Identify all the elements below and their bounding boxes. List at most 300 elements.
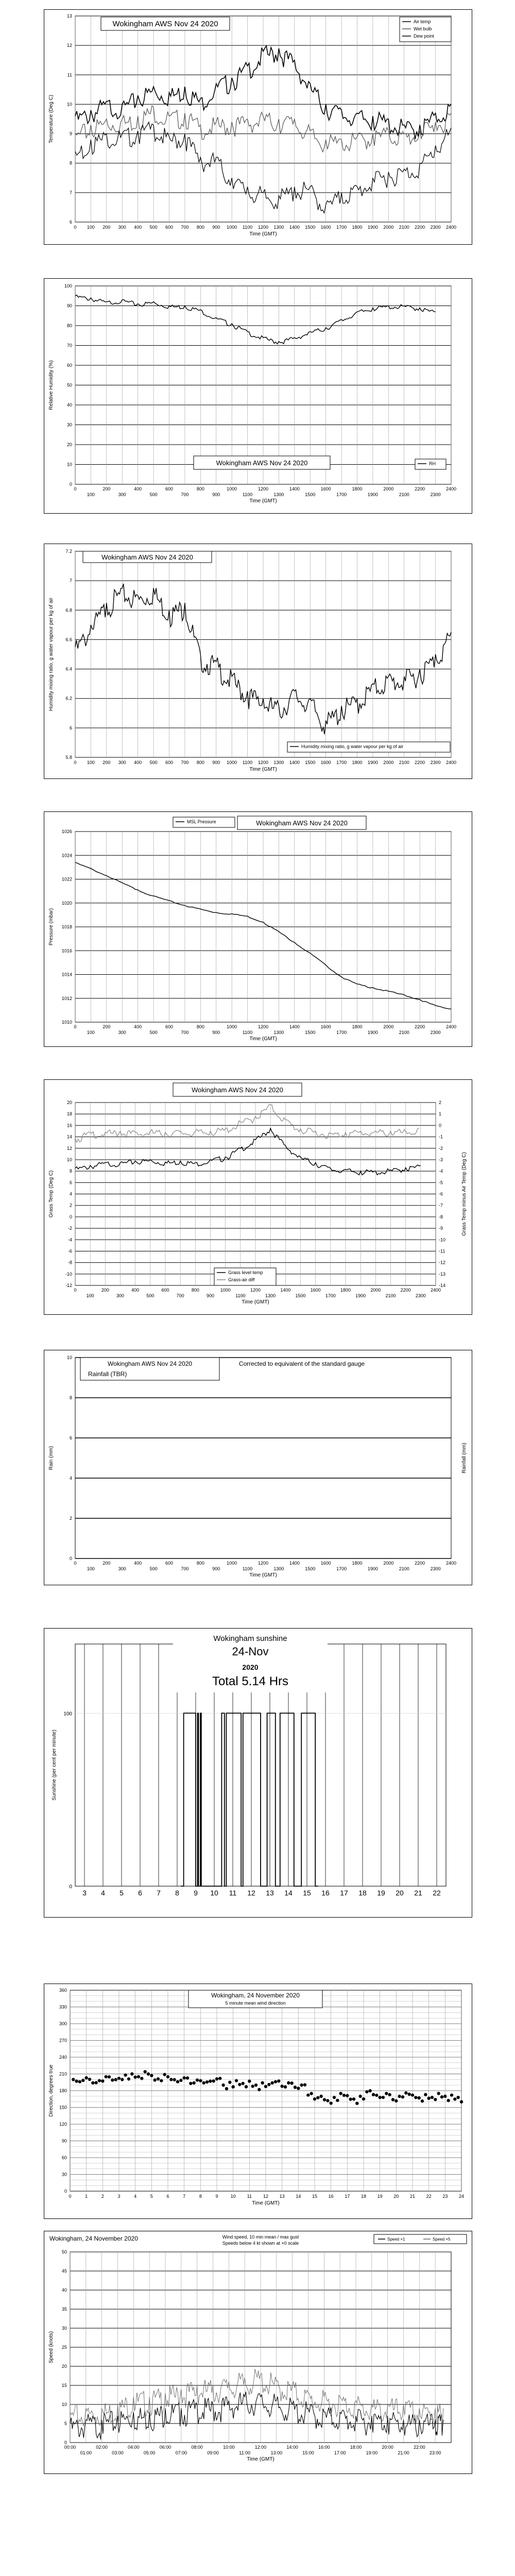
chart-rain: [44, 1350, 472, 1585]
x-tick-label: 3: [82, 1889, 87, 1897]
x-tick-label: 1600: [320, 486, 331, 492]
data-point: [196, 2078, 199, 2081]
x-tick-label: 1300: [273, 1030, 284, 1035]
x-tick-label: 18: [358, 1889, 367, 1897]
y-tick-label: 12: [66, 43, 72, 48]
data-point: [313, 2097, 316, 2100]
data-point: [401, 2095, 404, 2098]
x-tick-label: 05:00: [143, 2450, 156, 2455]
x-tick-label: 1600: [320, 760, 331, 765]
legend-entry: Grass-air diff: [228, 1277, 255, 1282]
x-tick-label: 1500: [305, 760, 316, 765]
y-tick-label: 20: [66, 442, 72, 447]
series-line: [75, 295, 436, 344]
x-tick-label: 1500: [295, 1293, 306, 1298]
x-tick-label: 1900: [367, 1030, 378, 1035]
chart-mix: [44, 544, 472, 778]
y-tick-label: 7.2: [65, 549, 72, 554]
chart-note: Corrected to equivalent of the standard gauge: [238, 1360, 365, 1367]
y-tick-label: 1024: [61, 853, 72, 858]
data-point: [385, 2092, 388, 2095]
y-axis-label: Speed (knots): [48, 2331, 54, 2364]
y-tick-label: 20: [61, 2364, 67, 2369]
x-tick-label: 2100: [399, 492, 409, 497]
y-tick-label: 30: [61, 2172, 67, 2177]
y-tick-label: 6: [69, 1180, 72, 1185]
y-tick-label: 0: [69, 1556, 72, 1561]
legend-entry: Wet bulb: [414, 26, 432, 31]
chart-temp: [44, 10, 472, 244]
chart-title: Wokingham sunshine: [213, 1634, 287, 1643]
x-tick-label: 1: [85, 2194, 88, 2199]
y-tick-label: 1022: [61, 876, 72, 882]
y-axis-label: Direction, degrees true: [48, 2064, 54, 2117]
x-tick-label: 13: [279, 2194, 285, 2199]
x-tick-label: 23: [442, 2194, 448, 2199]
data-point: [388, 2093, 391, 2096]
data-point: [391, 2098, 394, 2101]
chart-subtitle: Wind speed, 10 min mean / max gust: [222, 2234, 299, 2240]
x-tick-label: 8: [175, 1889, 179, 1897]
y-axis-label: Rain (mm): [48, 1446, 54, 1470]
chart-subtitle: 5 minute mean wind direction: [225, 2001, 286, 2006]
data-point: [137, 2075, 140, 2078]
y-tick-label: 6.6: [65, 637, 72, 642]
x-tick-label: 500: [149, 225, 158, 230]
data-point: [310, 2092, 313, 2095]
data-point: [179, 2079, 182, 2082]
data-point: [228, 2081, 231, 2084]
x-tick-label: 5: [150, 2194, 153, 2199]
chart-title: Wokingham AWS Nov 24 2020: [256, 819, 348, 827]
data-point: [231, 2085, 234, 2088]
x-tick-label: 10: [230, 2194, 236, 2199]
data-point: [104, 2075, 107, 2078]
y-tick-label: 9: [69, 131, 72, 137]
x-tick-label: 2000: [383, 760, 394, 765]
data-point: [209, 2079, 212, 2082]
x-tick-label: 1800: [352, 1024, 363, 1029]
chart-panel-pressure: [44, 811, 472, 1047]
x-tick-label: 600: [165, 225, 174, 230]
x-tick-label: 12:00: [254, 2445, 267, 2450]
x-tick-label: 1100: [242, 1566, 253, 1571]
x-axis-label: Time (GMT): [249, 1572, 277, 1578]
y-tick-label: 6: [69, 725, 72, 731]
data-point: [362, 2097, 365, 2100]
y2-tick-label: -10: [439, 1237, 446, 1243]
data-point: [355, 2102, 358, 2105]
chart-sun: [44, 1629, 472, 1917]
x-tick-label: 1400: [289, 760, 300, 765]
x-tick-label: 10: [210, 1889, 218, 1897]
x-tick-label: 1400: [289, 1561, 300, 1566]
x-tick-label: 18: [360, 2194, 367, 2199]
x-tick-label: 400: [134, 1024, 142, 1029]
y-tick-label: 15: [61, 2383, 67, 2388]
x-tick-label: 1800: [352, 225, 363, 230]
x-tick-label: 0: [74, 760, 77, 765]
y-tick-label: 6.2: [65, 696, 72, 701]
y-tick-label: 1020: [61, 900, 72, 906]
y-tick-label: 20: [66, 1100, 72, 1105]
data-point: [108, 2075, 111, 2078]
y-tick-label: 10: [66, 462, 72, 467]
x-tick-label: 300: [116, 1293, 125, 1298]
x-tick-label: 19: [377, 1889, 385, 1897]
data-point: [329, 2102, 332, 2105]
x-tick-label: 09:00: [207, 2450, 219, 2455]
data-point: [372, 2093, 375, 2096]
y-tick-label: 1026: [61, 829, 72, 834]
chart-date: 24-Nov: [232, 1645, 269, 1658]
y-tick-label: 7: [69, 190, 72, 195]
data-point: [88, 2078, 91, 2081]
x-tick-label: 14: [296, 2194, 301, 2199]
x-tick-label: 400: [134, 760, 142, 765]
x-tick-label: 00:00: [64, 2445, 76, 2450]
x-tick-label: 2200: [415, 225, 425, 230]
y-tick-label: -2: [67, 1226, 72, 1231]
y-tick-label: 11: [67, 72, 72, 78]
x-tick-label: 400: [134, 225, 142, 230]
x-tick-label: 1100: [242, 1030, 253, 1035]
x-tick-label: 1100: [242, 760, 253, 765]
data-point: [336, 2099, 339, 2102]
data-point: [205, 2080, 209, 2083]
x-tick-label: 400: [134, 486, 142, 492]
x-tick-label: 700: [181, 492, 189, 497]
x-tick-label: 2200: [415, 1024, 425, 1029]
data-point: [212, 2079, 215, 2082]
y2-axis-label: Rainfall (mm): [461, 1443, 467, 1473]
x-tick-label: 1800: [352, 1561, 363, 1566]
x-tick-label: 1500: [305, 492, 316, 497]
chart-panel-sun: [44, 1628, 472, 1918]
x-tick-label: 12: [247, 1889, 255, 1897]
x-tick-label: 800: [196, 1561, 204, 1566]
x-tick-label: 1000: [227, 1024, 237, 1029]
x-tick-label: 500: [149, 1030, 158, 1035]
data-point: [404, 2091, 407, 2094]
y2-tick-label: 2: [439, 1100, 442, 1105]
legend-entry: Speed ×5: [433, 2237, 451, 2242]
x-tick-label: 600: [165, 1024, 174, 1029]
y-tick-label: 16: [66, 1123, 72, 1128]
x-tick-label: 21: [409, 2194, 416, 2199]
x-tick-label: 600: [161, 1287, 169, 1293]
x-tick-label: 10:00: [223, 2445, 235, 2450]
chart-subtitle: Speeds below 4 kt shown at ×0 scale: [222, 2241, 299, 2246]
chart-panel-dir: [44, 1984, 472, 2219]
y-tick-label: 8: [69, 1395, 72, 1400]
x-tick-label: 1800: [352, 486, 363, 492]
x-tick-label: 1900: [367, 1566, 378, 1571]
data-point: [238, 2083, 241, 2086]
x-tick-label: 800: [196, 1024, 204, 1029]
x-tick-label: 300: [118, 225, 126, 230]
x-tick-label: 03:00: [112, 2450, 124, 2455]
x-tick-label: 2100: [399, 760, 409, 765]
x-tick-label: 200: [102, 225, 111, 230]
data-point: [75, 2079, 78, 2082]
x-tick-label: 9: [215, 2194, 218, 2199]
y2-tick-label: -14: [439, 1283, 446, 1288]
x-tick-label: 500: [146, 1293, 154, 1298]
x-axis-label: Time (GMT): [249, 231, 277, 237]
data-point: [245, 2085, 248, 2088]
data-point: [150, 2074, 153, 2077]
x-tick-label: 18:00: [350, 2445, 362, 2450]
x-tick-label: 0: [74, 1024, 77, 1029]
y-tick-label: 180: [59, 2088, 67, 2093]
data-point: [225, 2087, 228, 2090]
chart-title: Wokingham AWS Nov 24 2020: [101, 553, 193, 561]
data-point: [440, 2095, 443, 2098]
y-tick-label: 18: [66, 1111, 72, 1117]
x-axis-label: Time (GMT): [249, 498, 277, 504]
y-axis-label: Sunshine (per cent per minute): [52, 1730, 57, 1801]
x-tick-label: 7: [157, 1889, 161, 1897]
x-tick-label: 1500: [305, 225, 316, 230]
x-tick-label: 01:00: [80, 2450, 92, 2455]
x-tick-label: 11:00: [239, 2450, 251, 2455]
x-tick-label: 08:00: [191, 2445, 203, 2450]
x-tick-label: 1000: [227, 486, 237, 492]
plot-area: [75, 1358, 451, 1558]
x-tick-label: 19: [377, 2194, 383, 2199]
x-tick-label: 2300: [415, 1293, 426, 1298]
x-tick-label: 1400: [289, 1024, 300, 1029]
x-tick-label: 17: [340, 1889, 348, 1897]
x-tick-label: 300: [118, 1030, 126, 1035]
y-tick-label: 2: [69, 1202, 72, 1208]
y-tick-label: 60: [61, 2155, 67, 2160]
data-point: [91, 2081, 94, 2084]
x-tick-label: 300: [118, 1566, 126, 1571]
data-point: [215, 2077, 218, 2080]
y-tick-label: 40: [66, 402, 72, 408]
x-tick-label: 1400: [280, 1287, 291, 1293]
x-tick-label: 0: [68, 2194, 72, 2199]
x-tick-label: 900: [212, 225, 220, 230]
y2-axis-label: Grass Temp minus Air Temp (Deg C): [461, 1152, 467, 1236]
x-tick-label: 600: [165, 486, 174, 492]
y-tick-label: 10: [61, 2402, 67, 2407]
x-tick-label: 900: [212, 492, 220, 497]
chart-title: Wokingham, 24 November 2020: [211, 1992, 300, 1999]
x-tick-label: 500: [149, 492, 158, 497]
x-tick-label: 400: [131, 1287, 140, 1293]
sunshine-trace: [181, 1713, 318, 1886]
x-tick-label: 0: [74, 225, 77, 230]
x-tick-label: 1300: [273, 1566, 284, 1571]
data-point: [261, 2081, 264, 2084]
y2-tick-label: -13: [439, 1271, 446, 1277]
x-tick-label: 2000: [383, 1024, 394, 1029]
chart-grass: [44, 1080, 472, 1314]
x-axis-label: Time (GMT): [252, 2200, 280, 2206]
y-tick-label: -10: [65, 1271, 72, 1277]
x-tick-label: 06:00: [159, 2445, 171, 2450]
x-tick-label: 100: [87, 1566, 95, 1571]
x-tick-label: 800: [191, 1287, 199, 1293]
x-tick-label: 6: [166, 2194, 169, 2199]
y-tick-label: 40: [61, 2287, 67, 2293]
x-tick-label: 1800: [352, 760, 363, 765]
data-point: [437, 2092, 440, 2095]
data-point: [421, 2099, 424, 2103]
x-tick-label: 2100: [399, 1566, 409, 1571]
data-point: [81, 2079, 84, 2082]
y2-tick-label: -7: [439, 1202, 443, 1208]
y-tick-label: 90: [61, 2138, 67, 2144]
data-point: [417, 2096, 420, 2099]
y-tick-label: 5.8: [65, 755, 72, 760]
y-axis-label: Grass Temp (Deg C): [48, 1170, 54, 1218]
x-tick-label: 2200: [415, 760, 425, 765]
x-tick-label: 1300: [273, 492, 284, 497]
legend-entry: Speed ×1: [387, 2237, 405, 2242]
data-point: [303, 2083, 306, 2086]
x-tick-label: 1700: [325, 1293, 336, 1298]
data-point: [394, 2099, 398, 2103]
x-tick-label: 1600: [320, 1561, 331, 1566]
y-tick-label: 80: [66, 323, 72, 328]
y-tick-label: -8: [67, 1260, 72, 1265]
data-point: [157, 2077, 160, 2080]
data-point: [346, 2094, 349, 2097]
y-tick-label: 4: [69, 1191, 72, 1197]
y-tick-label: 150: [59, 2105, 67, 2110]
x-tick-label: 13:00: [270, 2450, 283, 2455]
chart-panel-rh: [44, 278, 472, 514]
data-point: [290, 2081, 293, 2084]
data-point: [277, 2079, 280, 2082]
data-point: [166, 2075, 169, 2078]
x-tick-label: 2400: [445, 225, 457, 230]
data-point: [186, 2076, 189, 2079]
x-tick-label: 3: [117, 2194, 121, 2199]
x-tick-label: 2400: [430, 1287, 441, 1293]
data-point: [202, 2081, 205, 2084]
data-point: [78, 2080, 81, 2083]
x-tick-label: 04:00: [128, 2445, 140, 2450]
data-point: [424, 2093, 427, 2096]
x-tick-label: 4: [134, 2194, 137, 2199]
chart-subtitle: Rainfall (TBR): [88, 1370, 127, 1378]
chart-title: Wokingham, 24 November 2020: [49, 2235, 138, 2242]
data-point: [84, 2076, 88, 2079]
x-tick-label: 2300: [430, 760, 441, 765]
y-tick-label: 12: [66, 1145, 72, 1151]
x-tick-label: 200: [102, 760, 111, 765]
y-tick-label: 300: [59, 2021, 67, 2026]
x-tick-label: 300: [118, 760, 126, 765]
x-tick-label: 1200: [258, 1561, 269, 1566]
y-tick-label: 25: [61, 2345, 67, 2350]
x-tick-label: 1300: [265, 1293, 276, 1298]
x-tick-label: 1200: [258, 760, 269, 765]
x-tick-label: 1200: [258, 1024, 269, 1029]
y-tick-label: 120: [59, 2122, 67, 2127]
x-tick-label: 1700: [336, 1030, 347, 1035]
chart-year: 2020: [242, 1663, 259, 1671]
x-tick-label: 20:00: [382, 2445, 393, 2450]
x-tick-label: 1700: [336, 760, 347, 765]
x-tick-label: 2000: [370, 1287, 381, 1293]
chart-panel-speed: [44, 2231, 472, 2474]
y2-tick-label: -3: [439, 1157, 443, 1162]
chart-title: Wokingham AWS Nov 24 2020: [112, 20, 218, 28]
x-tick-label: 14: [284, 1889, 293, 1897]
x-tick-label: 1000: [227, 760, 237, 765]
x-axis-label: Time (GMT): [242, 1299, 269, 1305]
x-tick-label: 1500: [305, 1030, 316, 1035]
y-tick-label: 90: [66, 303, 72, 309]
data-point: [258, 2088, 261, 2091]
x-tick-label: 700: [181, 1566, 189, 1571]
y2-tick-label: -5: [439, 1180, 443, 1185]
x-axis-label: Time (GMT): [249, 767, 277, 772]
x-tick-label: 1100: [242, 492, 253, 497]
y-tick-label: 7: [69, 578, 72, 584]
x-tick-label: 1300: [273, 225, 284, 230]
x-tick-label: 1900: [355, 1293, 366, 1298]
x-tick-label: 22: [426, 2194, 432, 2199]
x-tick-label: 2400: [445, 486, 457, 492]
data-point: [173, 2078, 176, 2081]
x-tick-label: 2200: [415, 1561, 425, 1566]
x-tick-label: 1700: [336, 1566, 347, 1571]
data-point: [284, 2086, 287, 2089]
x-tick-label: 1000: [227, 1561, 237, 1566]
x-tick-label: 12: [263, 2194, 269, 2199]
y-tick-label: -4: [67, 1237, 72, 1243]
data-point: [163, 2073, 166, 2076]
y-tick-label: 0: [64, 2189, 67, 2194]
x-tick-label: 21:00: [398, 2450, 409, 2455]
data-point: [339, 2092, 342, 2095]
y-tick-label: 1014: [61, 972, 72, 977]
x-tick-label: 2200: [415, 486, 425, 492]
data-point: [270, 2081, 273, 2084]
x-tick-label: 2000: [383, 486, 394, 492]
y-tick-label: 1016: [61, 948, 72, 954]
x-tick-label: 21: [414, 1889, 422, 1897]
chart-pressure: [44, 812, 472, 1046]
x-tick-label: 17:00: [334, 2450, 346, 2455]
data-point: [192, 2081, 195, 2084]
x-tick-label: 2000: [383, 1561, 394, 1566]
data-point: [342, 2094, 346, 2097]
y2-tick-label: -12: [439, 1260, 446, 1265]
x-tick-label: 2400: [445, 1024, 457, 1029]
x-tick-label: 0: [74, 486, 77, 492]
x-tick-label: 1900: [367, 492, 378, 497]
data-point: [140, 2077, 143, 2080]
y2-tick-label: -9: [439, 1226, 443, 1231]
x-tick-label: 200: [102, 1561, 111, 1566]
y-tick-label: 5: [64, 2421, 67, 2426]
y2-tick-label: 0: [439, 1123, 442, 1128]
y-tick-label: 100: [64, 283, 72, 289]
y-tick-label: 270: [59, 2038, 67, 2043]
y-tick-label: -12: [65, 1283, 72, 1288]
x-tick-label: 15:00: [302, 2450, 314, 2455]
x-tick-label: 20: [396, 1889, 404, 1897]
y2-tick-label: -1: [439, 1134, 443, 1140]
